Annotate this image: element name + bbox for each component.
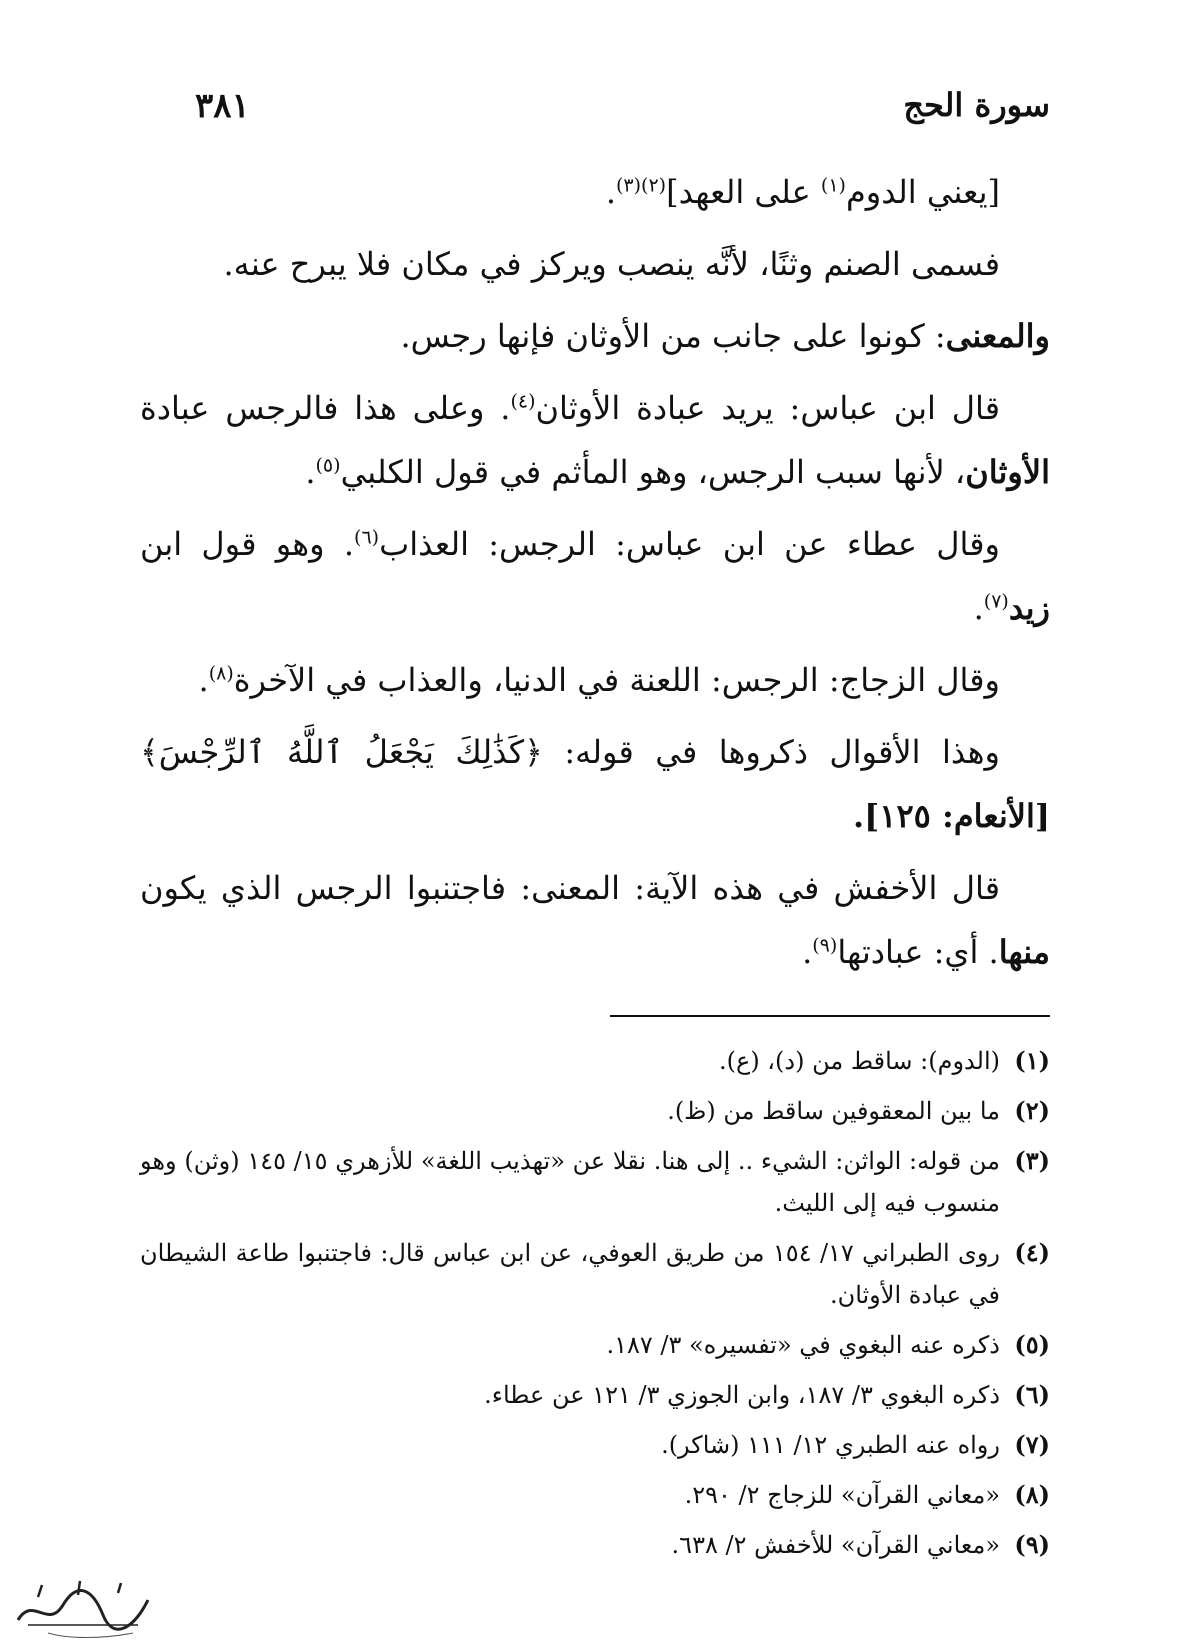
paragraph-8: قال الأخفش في هذه الآية: المعنى: فاجتنبوا الرجس الذي يكون منها. أي: عبادتها$^{(٩)}$. [140, 869, 1050, 971]
footnote-ref: (٤) [510, 390, 536, 413]
footnote-ref: (٨) [208, 662, 234, 685]
footnote-text: روى الطبراني ١٧/ ١٥٤ من طريق العوفي، عن ابن عباس قال: فاجتنبوا طاعة الشيطان في عبادة الأوثان. [140, 1239, 1001, 1309]
footnote-ref: (٢)(٣) [615, 174, 667, 197]
footnote [140, 1140, 1050, 1224]
page-header [135, 86, 1050, 136]
footnote-number: (٩) [1014, 1530, 1050, 1559]
footnote-number: (٦) [1014, 1380, 1050, 1409]
footnote-number: (١) [1014, 1046, 1050, 1075]
footnote-divider [610, 1015, 1050, 1017]
footnote [140, 1090, 1050, 1132]
footnote [140, 1040, 1050, 1082]
footnote-text: رواه عنه الطبري ١٢/ ١١١ (شاكر). [661, 1431, 1000, 1459]
library-logo-icon [8, 1575, 158, 1645]
footnotes [140, 1040, 1050, 1574]
footnote-number: (٤) [1014, 1238, 1050, 1267]
paragraph-1: [يعني الدوم$^{(١)}$ على العهد]$^{(٢)(٣)}$. [605, 173, 1000, 211]
footnote-number: (٨) [1014, 1480, 1050, 1509]
footnote [140, 1524, 1050, 1566]
footnote-number: (٧) [1014, 1430, 1050, 1459]
paragraph-4: قال ابن عباس: يريد عبادة الأوثان$^{(٤)}$. وعلى هذا فالرجس عبادة الأوثان، لأنها سبب الرجس، وهو المأثم في قول الكلبي$^{(٥)}$. [140, 389, 1050, 491]
footnote [140, 1374, 1050, 1416]
footnote-text: من قوله: الواثن: الشيء .. إلى هنا. نقلا عن «تهذيب اللغة» للأزهري ١٥/ ١٤٥ (وثن) وهو منسوب فيه إلى الليث. [140, 1147, 1001, 1217]
paragraph-2: فسمى الصنم وثنًا، لأنَّه ينصب ويركز في مكان فلا يبرح عنه. [223, 245, 1000, 283]
main-text [140, 160, 1050, 992]
footnote-text: ذكره عنه البغوي في «تفسيره» ٣/ ١٨٧. [606, 1331, 1000, 1359]
footnote-ref: (١) [820, 174, 846, 197]
paragraph-3: والمعنى: كونوا على جانب من الأوثان فإنها رجس. [400, 317, 1050, 355]
footnote-text: ذكره البغوي ٣/ ١٨٧، وابن الجوزي ٣/ ١٢١ عن عطاء. [484, 1381, 1000, 1409]
footnote-number: (٢) [1014, 1096, 1050, 1125]
footnote-number: (٣) [1014, 1146, 1050, 1175]
footnote [140, 1232, 1050, 1316]
quran-verse: ﴿كَذَٰلِكَ يَجْعَلُ ٱللَّهُ ٱلرِّجْسَ﴾ [140, 733, 543, 771]
surah-title: سورة الحج [903, 86, 1050, 124]
paragraph-7: وهذا الأقوال ذكروها في قوله: ﴿كَذَٰلِكَ يَجْعَلُ ٱللَّهُ ٱلرِّجْسَ﴾ [الأنعام: ١٢٥]. [140, 733, 1050, 835]
footnote-text: ما بين المعقوفين ساقط من (ظ). [667, 1097, 1000, 1125]
footnote-ref: (٩) [812, 934, 838, 957]
footnote [140, 1424, 1050, 1466]
paragraph-5: وقال عطاء عن ابن عباس: الرجس: العذاب$^{(٦)}$. وهو قول ابن زيد$^{(٧)}$. [140, 525, 1050, 627]
footnote [140, 1474, 1050, 1516]
verse-citation: [الأنعام: ١٢٥]. [853, 797, 1050, 835]
paragraph-6: وقال الزجاج: الرجس: اللعنة في الدنيا، والعذاب في الآخرة$^{(٨)}$. [198, 661, 1000, 699]
footnote-text: (الدوم): ساقط من (د)، (ع). [719, 1047, 1000, 1075]
footnote-number: (٥) [1014, 1330, 1050, 1359]
footnote-text: «معاني القرآن» للأخفش ٢/ ٦٣٨. [671, 1531, 1000, 1559]
logo-calligraphy [8, 1575, 158, 1645]
footnote-ref: (٥) [315, 454, 341, 477]
footnote-ref: (٦) [354, 526, 380, 549]
footnote [140, 1324, 1050, 1366]
footnote-text: «معاني القرآن» للزجاج ٢/ ٢٩٠. [684, 1481, 1000, 1509]
page-number: ٣٨١ [195, 86, 250, 126]
footnote-ref: (٧) [983, 590, 1009, 613]
